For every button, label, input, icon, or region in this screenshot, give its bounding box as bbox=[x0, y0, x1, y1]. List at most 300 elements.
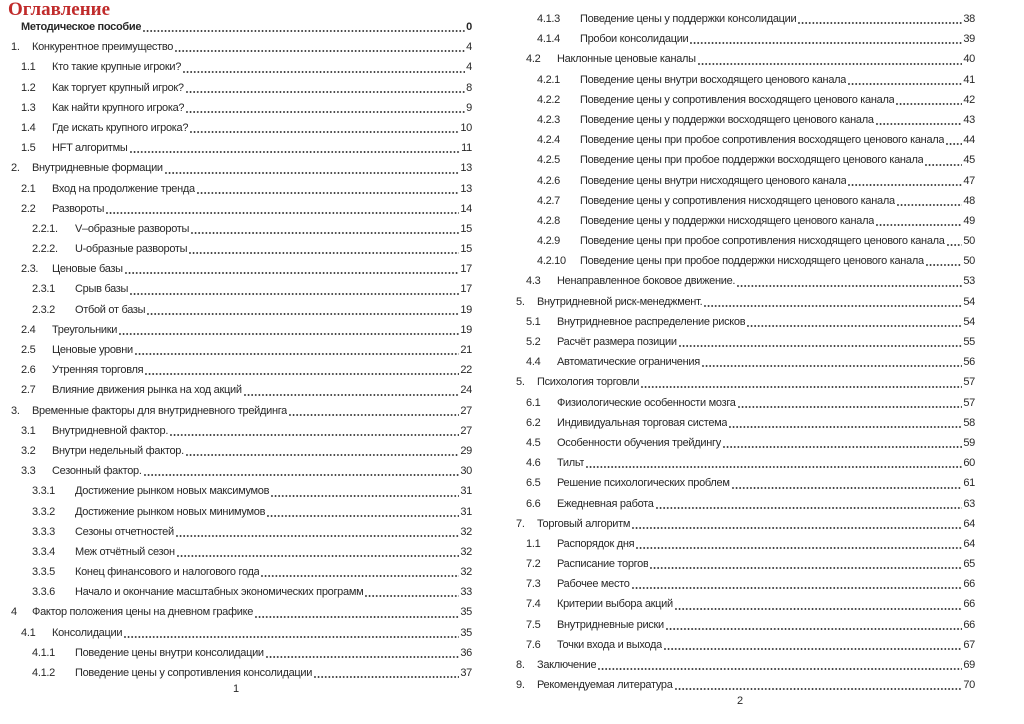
entry-label: Поведение цены при пробое сопротивления нисходящего ценового канала bbox=[580, 235, 945, 248]
entry-page-number: 31 bbox=[460, 505, 472, 518]
entry-number: 3.2 bbox=[21, 444, 36, 457]
dot-leader bbox=[704, 305, 962, 307]
entry-number: 7.2 bbox=[526, 558, 541, 571]
toc-entry[interactable] bbox=[0, 17, 472, 37]
toc-entry[interactable] bbox=[505, 251, 975, 271]
toc-entry[interactable] bbox=[505, 675, 975, 695]
toc-entry[interactable] bbox=[0, 582, 472, 602]
toc-entry[interactable] bbox=[0, 602, 472, 622]
entry-label: Ненаправленное боковое движение. bbox=[557, 275, 736, 288]
toc-entry[interactable] bbox=[0, 643, 472, 663]
dot-leader bbox=[675, 688, 963, 690]
entry-page-number: 11 bbox=[461, 142, 472, 155]
entry-label: Поведение цены внутри консолидации bbox=[75, 646, 264, 659]
dot-leader bbox=[675, 608, 963, 610]
toc-entry[interactable] bbox=[0, 502, 472, 522]
dot-leader bbox=[679, 345, 963, 347]
dot-leader bbox=[702, 365, 962, 367]
entry-number: 2.3.1 bbox=[32, 283, 55, 296]
entry-page-number: 43 bbox=[963, 113, 975, 126]
entry-label: Вход на продолжение тренда bbox=[52, 182, 195, 195]
entry-number: 4.2.8 bbox=[537, 214, 560, 227]
entry-page-number: 41 bbox=[963, 73, 975, 86]
toc-entry[interactable] bbox=[0, 380, 472, 400]
dot-leader bbox=[698, 63, 963, 65]
dot-leader bbox=[636, 547, 962, 549]
entry-label: Ценовые базы bbox=[52, 263, 123, 276]
dot-leader bbox=[191, 232, 459, 234]
toc-entry[interactable] bbox=[0, 138, 472, 158]
entry-page-number: 10 bbox=[460, 121, 472, 134]
entry-page-number: 31 bbox=[460, 485, 472, 498]
entry-number: 3.3.6 bbox=[32, 586, 55, 599]
entry-number: 4.2.5 bbox=[537, 154, 560, 167]
dot-leader bbox=[135, 353, 460, 355]
entry-label: Поведение цены при пробое сопротивления восходящего ценового канала bbox=[580, 134, 945, 147]
toc-entry[interactable] bbox=[505, 433, 975, 453]
entry-number: 3.3.2 bbox=[32, 505, 55, 518]
toc-entry[interactable] bbox=[0, 98, 472, 118]
entry-number: 4.1 bbox=[21, 626, 36, 639]
toc-entry[interactable] bbox=[0, 219, 472, 239]
entry-page-number: 27 bbox=[460, 424, 472, 437]
entry-page-number: 61 bbox=[963, 477, 975, 490]
dot-leader bbox=[289, 414, 459, 416]
toc-entry[interactable] bbox=[505, 413, 975, 433]
entry-number: 5.2 bbox=[526, 336, 541, 348]
page-footer-number: 1 bbox=[232, 683, 240, 696]
entry-label: Утренняя торговля bbox=[52, 364, 144, 377]
toc-entry[interactable] bbox=[0, 320, 472, 340]
entry-label: Заключение bbox=[537, 659, 597, 671]
toc-entry[interactable] bbox=[505, 473, 975, 493]
toc-entry[interactable] bbox=[0, 623, 472, 643]
dot-leader bbox=[723, 446, 962, 448]
entry-label: Кто такие крупные игроки? bbox=[52, 61, 182, 74]
dot-leader bbox=[170, 434, 459, 436]
entry-page-number: 55 bbox=[963, 336, 975, 348]
entry-page-number: 32 bbox=[460, 545, 472, 558]
toc-entry[interactable] bbox=[505, 393, 975, 413]
dot-leader bbox=[197, 192, 460, 194]
entry-label: Начало и окончание масштабных экономических программ bbox=[75, 586, 364, 599]
toc-entry[interactable] bbox=[0, 259, 472, 279]
toc-entry[interactable] bbox=[0, 158, 472, 178]
entry-label: Внутридневные формации bbox=[32, 162, 163, 175]
toc-entry[interactable] bbox=[0, 542, 472, 562]
entry-page-number: 60 bbox=[963, 457, 975, 470]
entry-label: Поведение цены у поддержки восходящего ценового канала bbox=[580, 113, 874, 126]
entry-page-number: 17 bbox=[460, 263, 472, 276]
entry-label: Торговый алгоритм bbox=[537, 517, 631, 530]
toc-entry[interactable] bbox=[505, 635, 975, 655]
entry-label: Тильт bbox=[557, 457, 585, 470]
entry-number: 4.4 bbox=[526, 356, 541, 369]
entry-number: 3.3.4 bbox=[32, 545, 55, 558]
entry-number: 4.2.3 bbox=[537, 113, 560, 126]
entry-label: Поведение цены у поддержки нисходящего ценового канала bbox=[580, 214, 875, 227]
entry-number: 3.1 bbox=[21, 424, 36, 437]
toc-entry[interactable] bbox=[505, 171, 975, 191]
entry-page-number: 66 bbox=[963, 618, 975, 631]
dot-leader bbox=[190, 131, 459, 133]
toc-entry[interactable] bbox=[505, 90, 975, 110]
toc-entry[interactable] bbox=[0, 663, 472, 683]
dot-leader bbox=[177, 555, 460, 557]
entry-label: Рабочее место bbox=[557, 578, 630, 591]
toc-entry[interactable] bbox=[0, 522, 472, 542]
toc-entry[interactable] bbox=[505, 312, 975, 332]
toc-entry[interactable] bbox=[0, 562, 472, 582]
entry-label: Внутри недельный фактор. bbox=[52, 444, 184, 457]
toc-entry[interactable] bbox=[505, 271, 975, 291]
entry-number: 1.5 bbox=[21, 142, 36, 155]
dot-leader bbox=[737, 285, 962, 287]
entry-label: Развороты bbox=[52, 202, 105, 215]
dot-leader bbox=[365, 595, 459, 597]
entry-number: 3. bbox=[11, 404, 20, 417]
toc-entry[interactable] bbox=[0, 118, 472, 138]
toc-entry[interactable] bbox=[505, 292, 975, 312]
entry-number: 6.6 bbox=[526, 497, 541, 510]
entry-page-number: 32 bbox=[460, 525, 472, 538]
entry-label: Расписание торгов bbox=[557, 558, 649, 571]
toc-entry[interactable] bbox=[505, 110, 975, 130]
entry-number: 2.6 bbox=[21, 364, 36, 377]
dot-leader bbox=[183, 71, 465, 73]
dot-leader bbox=[175, 50, 465, 52]
entry-label: Поведение цены у сопротивления восходящего ценового канала bbox=[580, 93, 895, 106]
entry-number: 3.3 bbox=[21, 465, 36, 478]
toc-entry[interactable] bbox=[505, 130, 975, 150]
toc-entry[interactable] bbox=[505, 9, 975, 29]
entry-label: Психология торговли bbox=[537, 376, 640, 389]
dot-leader bbox=[186, 454, 460, 456]
entry-number: 4.2.7 bbox=[537, 194, 560, 207]
toc-entry[interactable] bbox=[0, 179, 472, 199]
entry-label: Влияние движения рынка на ход акций bbox=[52, 384, 242, 397]
entry-number: 8. bbox=[516, 659, 525, 671]
entry-number: 2.7 bbox=[21, 384, 36, 397]
entry-page-number: 36 bbox=[460, 646, 472, 659]
dot-leader bbox=[314, 676, 459, 678]
dot-leader bbox=[125, 272, 460, 274]
entry-page-number: 59 bbox=[963, 436, 975, 449]
dot-leader bbox=[189, 252, 459, 254]
entry-label: Меж отчётный сезон bbox=[75, 545, 175, 558]
dot-leader bbox=[747, 325, 962, 327]
dot-leader bbox=[165, 172, 460, 174]
entry-page-number: 22 bbox=[460, 364, 472, 377]
entry-label: Рекомендуемая литература bbox=[537, 679, 673, 692]
entry-label: U-образные развороты bbox=[75, 243, 188, 256]
entry-number: 1.2 bbox=[21, 81, 36, 94]
entry-page-number: 54 bbox=[963, 295, 975, 308]
toc-entry[interactable] bbox=[0, 421, 472, 441]
entry-number: 9. bbox=[516, 679, 525, 692]
entry-number: 4.1.4 bbox=[537, 33, 560, 46]
entry-number: 5. bbox=[516, 376, 525, 389]
toc-entry[interactable] bbox=[505, 574, 975, 594]
entry-page-number: 49 bbox=[963, 214, 975, 227]
dot-leader bbox=[130, 293, 459, 295]
entry-page-number: 39 bbox=[963, 33, 975, 46]
dot-leader bbox=[729, 426, 962, 428]
entry-page-number: 8 bbox=[466, 81, 472, 94]
toc-entry[interactable] bbox=[505, 191, 975, 211]
toc-entry[interactable] bbox=[0, 340, 472, 360]
dot-leader bbox=[897, 204, 963, 206]
entry-number: 4.2.1 bbox=[537, 73, 560, 86]
entry-number: 1. bbox=[11, 41, 20, 54]
toc-entry[interactable] bbox=[505, 594, 975, 614]
dot-leader bbox=[143, 30, 465, 32]
entry-number: 3.3.3 bbox=[32, 525, 55, 538]
entry-number: 6.2 bbox=[526, 416, 541, 429]
entry-page-number: 48 bbox=[963, 194, 975, 207]
entry-label: Срыв базы bbox=[75, 283, 129, 296]
toc-entry[interactable] bbox=[0, 57, 472, 77]
toc-entry[interactable] bbox=[0, 461, 472, 481]
entry-number: 4.2.4 bbox=[537, 134, 560, 147]
dot-leader bbox=[666, 628, 963, 630]
entry-number: 7.5 bbox=[526, 618, 541, 631]
entry-number: 4.1.2 bbox=[32, 667, 55, 679]
toc-entry[interactable] bbox=[505, 29, 975, 49]
dot-leader bbox=[926, 264, 963, 266]
entry-label: Где искать крупного игрока? bbox=[52, 121, 189, 134]
entry-label: Как торгует крупный игрок? bbox=[52, 81, 184, 94]
dot-leader bbox=[586, 466, 962, 468]
entry-label: Ежедневная работа bbox=[557, 497, 654, 510]
dot-leader bbox=[690, 42, 962, 44]
entry-label: Внутридневные риски bbox=[557, 618, 664, 631]
entry-page-number: 54 bbox=[963, 315, 975, 328]
entry-page-number: 0 bbox=[466, 21, 472, 33]
entry-number: 4.3 bbox=[526, 275, 541, 288]
dot-leader bbox=[732, 487, 963, 489]
toc-entry[interactable] bbox=[505, 534, 975, 554]
dot-leader bbox=[271, 495, 459, 497]
entry-number: 2.2.2. bbox=[32, 243, 58, 256]
entry-number: 2.5 bbox=[21, 344, 36, 356]
entry-label: Поведение цены внутри нисходящего ценового канала bbox=[580, 174, 847, 187]
entry-page-number: 64 bbox=[963, 537, 975, 550]
entry-label: V–образные развороты bbox=[75, 222, 190, 235]
toc-entry[interactable] bbox=[505, 150, 975, 170]
entry-number: 5. bbox=[516, 295, 525, 308]
dot-leader bbox=[186, 91, 465, 93]
entry-label: Поведение цены у сопротивления нисходящего ценового канала bbox=[580, 194, 895, 207]
entry-number: 4.2.10 bbox=[537, 255, 566, 268]
entry-number: 2.1 bbox=[21, 182, 36, 195]
entry-label: Точки входа и выхода bbox=[557, 638, 662, 651]
entry-label: Поведение цены при пробое поддержки нисходящего ценового канала bbox=[580, 255, 924, 268]
toc-entry[interactable] bbox=[505, 231, 975, 251]
entry-page-number: 40 bbox=[963, 53, 975, 66]
entry-number: 2.2.1. bbox=[32, 222, 58, 235]
entry-label: Решение психологических проблем bbox=[557, 477, 730, 490]
entry-number: 4.1.1 bbox=[32, 646, 55, 659]
entry-number: 2.4 bbox=[21, 323, 36, 336]
toc-entry[interactable] bbox=[0, 199, 472, 219]
entry-page-number: 42 bbox=[963, 93, 975, 106]
entry-page-number: 14 bbox=[460, 202, 472, 215]
entry-page-number: 21 bbox=[460, 344, 472, 356]
toc-entry[interactable] bbox=[505, 70, 975, 90]
entry-page-number: 4 bbox=[466, 61, 472, 74]
entry-page-number: 67 bbox=[963, 638, 975, 651]
entry-number: 1.3 bbox=[21, 101, 36, 114]
entry-page-number: 15 bbox=[460, 243, 472, 256]
entry-label: Внутридневной риск-менеджмент. bbox=[537, 295, 703, 308]
dot-leader bbox=[848, 184, 962, 186]
toc-entry[interactable] bbox=[0, 300, 472, 320]
toc-page-2 bbox=[505, 0, 975, 724]
entry-label: Индивидуальная торговая система bbox=[557, 416, 728, 429]
dot-leader bbox=[946, 143, 962, 145]
entry-page-number: 17 bbox=[460, 283, 472, 296]
dot-leader bbox=[656, 507, 963, 509]
entry-page-number: 13 bbox=[460, 162, 472, 175]
entry-number: 4.5 bbox=[526, 436, 541, 449]
entry-page-number: 70 bbox=[963, 679, 975, 692]
entry-label: Расчёт размера позиции bbox=[557, 336, 677, 348]
entry-page-number: 56 bbox=[963, 356, 975, 369]
entry-page-number: 15 bbox=[460, 222, 472, 235]
dot-leader bbox=[145, 373, 459, 375]
entry-page-number: 57 bbox=[963, 376, 975, 389]
toc-entry[interactable] bbox=[0, 279, 472, 299]
entry-label: Достижение рынком новых максимумов bbox=[75, 485, 270, 498]
entry-page-number: 35 bbox=[460, 606, 472, 619]
entry-label: Особенности обучения трейдингу bbox=[557, 436, 721, 449]
entry-label: Методическое пособие bbox=[21, 21, 142, 33]
page-footer-number: 2 bbox=[736, 695, 744, 708]
entry-label: Внутридневной фактор. bbox=[52, 424, 169, 437]
dot-leader bbox=[925, 164, 962, 166]
entry-label: Консолидации bbox=[52, 626, 123, 639]
dot-leader bbox=[130, 151, 461, 153]
entry-label: Достижение рынком новых минимумов bbox=[75, 505, 266, 518]
entry-label: Физиологические особенности мозга bbox=[557, 396, 736, 409]
entry-label: Поведение цены у сопротивления консолидации bbox=[75, 667, 313, 679]
toc-entry[interactable] bbox=[505, 372, 975, 392]
dot-leader bbox=[598, 668, 962, 670]
entry-label: Временные факторы для внутридневного трейдинга bbox=[32, 404, 288, 417]
page-1-entries bbox=[0, 17, 472, 683]
toc-entry[interactable] bbox=[0, 401, 472, 421]
toc-entry[interactable] bbox=[0, 78, 472, 98]
entry-page-number: 57 bbox=[963, 396, 975, 409]
toc-entry[interactable] bbox=[505, 514, 975, 534]
toc-entry[interactable] bbox=[0, 481, 472, 501]
entry-number: 4.2.6 bbox=[537, 174, 560, 187]
dot-leader bbox=[266, 656, 460, 658]
entry-page-number: 37 bbox=[460, 667, 472, 679]
dot-leader bbox=[632, 527, 962, 529]
entry-number: 6.5 bbox=[526, 477, 541, 490]
entry-page-number: 24 bbox=[460, 384, 472, 397]
entry-page-number: 9 bbox=[466, 101, 472, 114]
dot-leader bbox=[632, 587, 963, 589]
entry-number: 4.1.3 bbox=[537, 13, 560, 25]
entry-page-number: 29 bbox=[460, 444, 472, 457]
entry-label: Конкурентное преимущество bbox=[32, 41, 174, 54]
entry-page-number: 33 bbox=[460, 586, 472, 599]
entry-page-number: 19 bbox=[460, 323, 472, 336]
entry-page-number: 50 bbox=[963, 235, 975, 248]
toc-entry[interactable] bbox=[505, 49, 975, 69]
toc-entry[interactable] bbox=[505, 655, 975, 675]
dot-leader bbox=[261, 575, 459, 577]
entry-label: Критерии выбора акций bbox=[557, 598, 673, 611]
entry-page-number: 58 bbox=[963, 416, 975, 429]
entry-number: 3.3.5 bbox=[32, 566, 55, 579]
entry-number: 7.6 bbox=[526, 638, 541, 651]
dot-leader bbox=[876, 123, 963, 125]
page-2-entries bbox=[505, 0, 975, 695]
entry-label: Распорядок дня bbox=[557, 537, 635, 550]
toc-entry[interactable] bbox=[0, 239, 472, 259]
dot-leader bbox=[144, 474, 460, 476]
dot-leader bbox=[106, 212, 459, 214]
dot-leader bbox=[876, 224, 962, 226]
entry-page-number: 66 bbox=[963, 598, 975, 611]
toc-entry[interactable] bbox=[0, 441, 472, 461]
entry-page-number: 64 bbox=[963, 517, 975, 530]
toc-entry[interactable] bbox=[505, 211, 975, 231]
entry-label: Отбой от базы bbox=[75, 303, 146, 316]
toc-entry[interactable] bbox=[505, 453, 975, 473]
dot-leader bbox=[244, 394, 460, 396]
entry-label: HFT алгоритмы bbox=[52, 142, 128, 155]
toc-entry[interactable] bbox=[505, 352, 975, 372]
entry-page-number: 4 bbox=[466, 41, 472, 54]
entry-label: Фактор положения цены на дневном графике bbox=[32, 606, 254, 619]
toc-entry[interactable] bbox=[0, 37, 472, 57]
entry-number: 7. bbox=[516, 517, 525, 530]
entry-page-number: 27 bbox=[460, 404, 472, 417]
dot-leader bbox=[255, 616, 459, 618]
dot-leader bbox=[896, 103, 962, 105]
dot-leader bbox=[664, 648, 962, 650]
entry-number: 2.2 bbox=[21, 202, 36, 215]
entry-number: 7.3 bbox=[526, 578, 541, 591]
dot-leader bbox=[124, 636, 459, 638]
entry-label: Треугольники bbox=[52, 323, 118, 336]
toc-entry[interactable] bbox=[505, 332, 975, 352]
entry-page-number: 13 bbox=[460, 182, 472, 195]
entry-label: Сезоны отчетностей bbox=[75, 525, 174, 538]
toc-entry[interactable] bbox=[0, 360, 472, 380]
dot-leader bbox=[147, 313, 459, 315]
entry-number: 2.3. bbox=[21, 263, 39, 276]
entry-label: Поведение цены у поддержки консолидации bbox=[580, 13, 797, 25]
entry-page-number: 30 bbox=[460, 465, 472, 478]
entry-page-number: 44 bbox=[963, 134, 975, 147]
toc-entry[interactable] bbox=[505, 494, 975, 514]
dot-leader bbox=[848, 83, 962, 85]
entry-page-number: 47 bbox=[963, 174, 975, 187]
entry-number: 2. bbox=[11, 162, 20, 175]
entry-number: 3.3.1 bbox=[32, 485, 55, 498]
entry-label: Автоматические ограничения bbox=[557, 356, 700, 369]
entry-label: Внутридневное распределение рисков bbox=[557, 315, 746, 328]
dot-leader bbox=[176, 535, 460, 537]
toc-entry[interactable] bbox=[505, 615, 975, 635]
toc-entry[interactable] bbox=[505, 554, 975, 574]
